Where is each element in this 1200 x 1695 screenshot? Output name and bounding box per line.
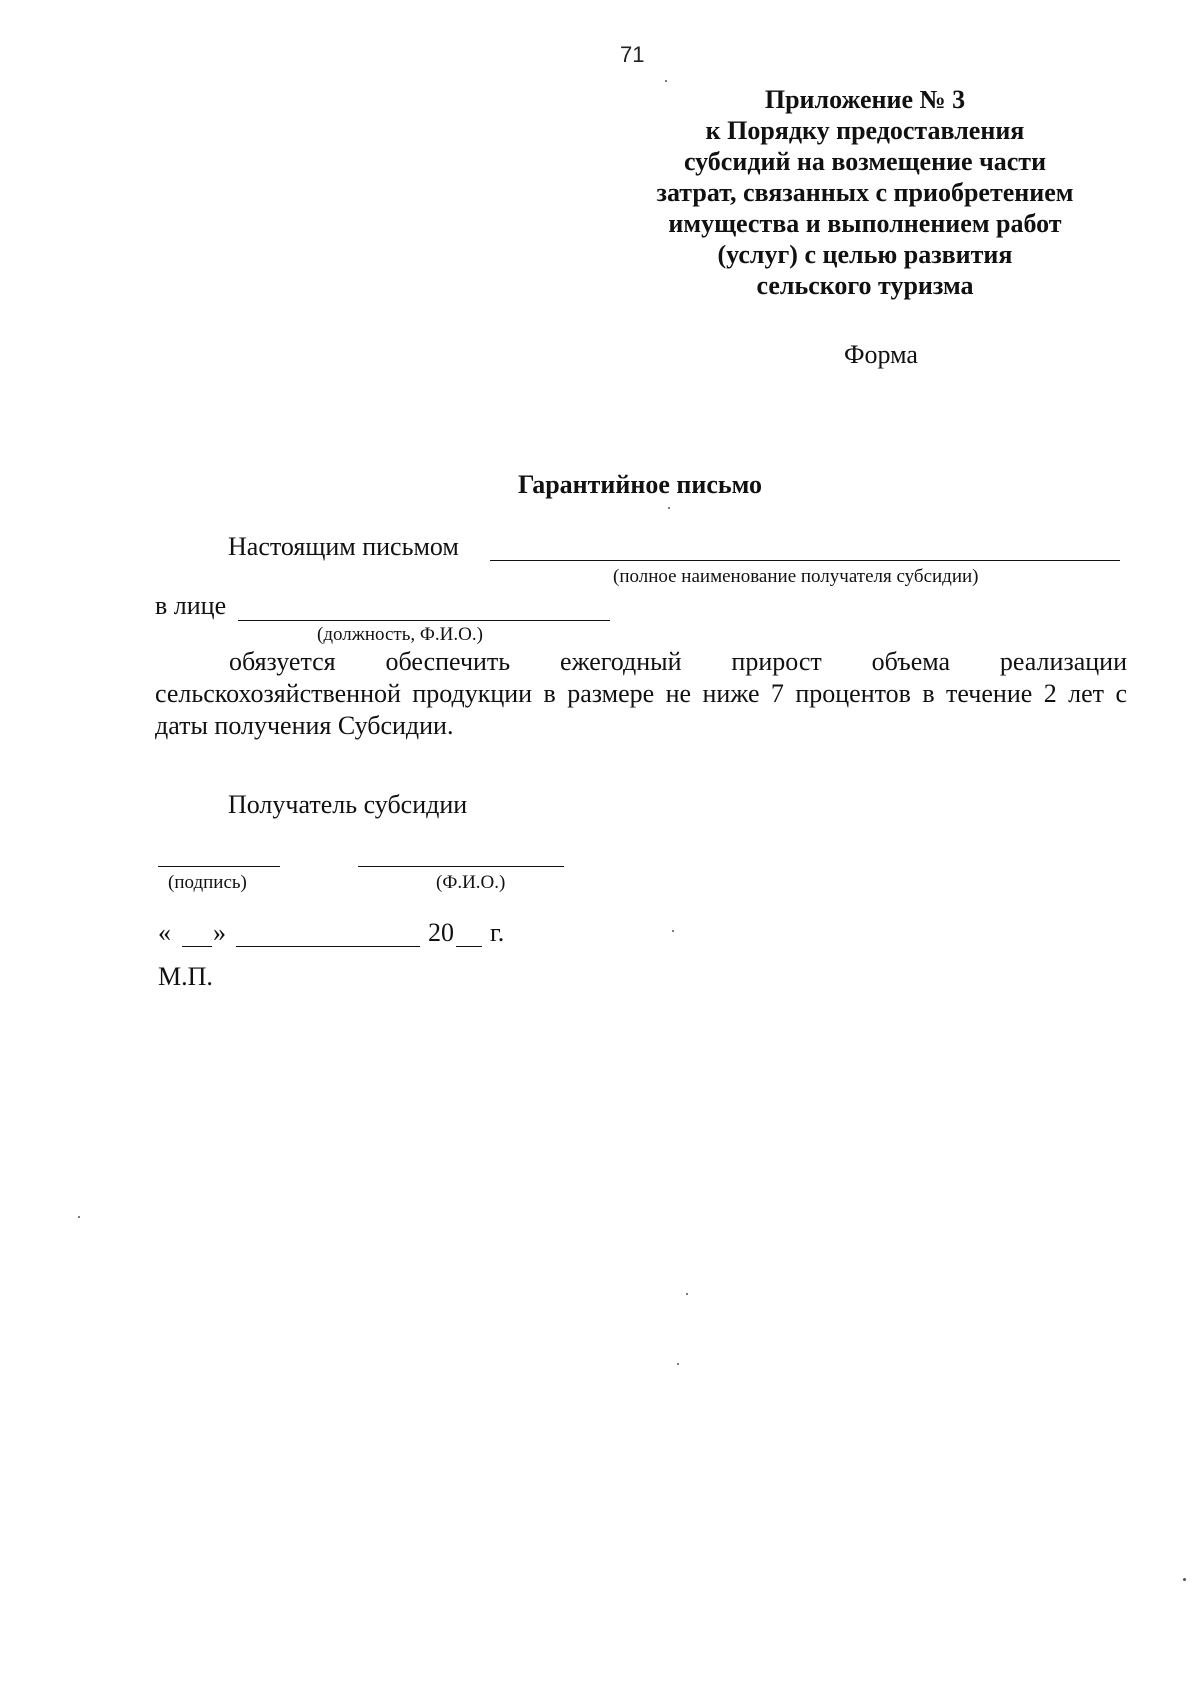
date-open-quote: «: [158, 918, 171, 947]
date-close-quote: »: [213, 918, 226, 947]
recipient-name-field[interactable]: [490, 560, 1120, 561]
appendix-line: субсидий на возмещение части: [683, 147, 1047, 176]
letter-title: Гарантийное письмо: [517, 470, 763, 499]
appendix-line: имущества и выполнением работ: [668, 209, 1062, 238]
signer-name-caption: (Ф.И.О.): [436, 872, 506, 893]
scan-speck: [672, 930, 674, 932]
scan-speck: [668, 507, 670, 509]
obligation-paragraph: обязуется обеспечить ежегодный прирост объема реализации сельскохозяйственной продукции в размере не ниже 7 процентов в течение 2 лет с даты получения Субсидии.: [155, 647, 1127, 740]
appendix-header: [625, 84, 1105, 301]
signature-field[interactable]: [158, 866, 280, 867]
stamp-label: М.П.: [158, 962, 213, 991]
person-name-field[interactable]: [238, 620, 610, 621]
recipient-caption: (полное наименование получателя субсидии): [613, 566, 979, 587]
scan-speck: [677, 1363, 679, 1365]
date-day-field[interactable]: [182, 946, 212, 947]
person-lead: в лице: [155, 591, 227, 620]
scan-speck: [1183, 1578, 1186, 1581]
signer-name-field[interactable]: [358, 866, 564, 867]
person-caption: (должность, Ф.И.О.): [317, 624, 483, 645]
signature-label: Получатель субсидии: [228, 790, 468, 819]
scan-speck: [78, 1216, 80, 1218]
scan-speck: [686, 1293, 688, 1295]
appendix-line: (услуг) с целью развития: [717, 240, 1013, 269]
date-month-field[interactable]: [236, 946, 420, 947]
date-year-suffix: г.: [490, 918, 505, 947]
signature-caption: (подпись): [168, 872, 247, 893]
date-year-prefix: 20: [428, 918, 454, 947]
appendix-line: затрат, связанных с приобретением: [656, 178, 1074, 207]
appendix-line: к Порядку предоставления: [705, 116, 1025, 145]
appendix-line: Приложение № 3: [764, 85, 966, 114]
page-number: 71: [620, 42, 645, 67]
appendix-line: сельского туризма: [756, 271, 974, 300]
date-year-field[interactable]: [456, 946, 482, 947]
form-label: Форма: [844, 340, 918, 369]
recipient-lead: Настоящим письмом: [228, 532, 459, 561]
scan-speck: [665, 80, 667, 82]
